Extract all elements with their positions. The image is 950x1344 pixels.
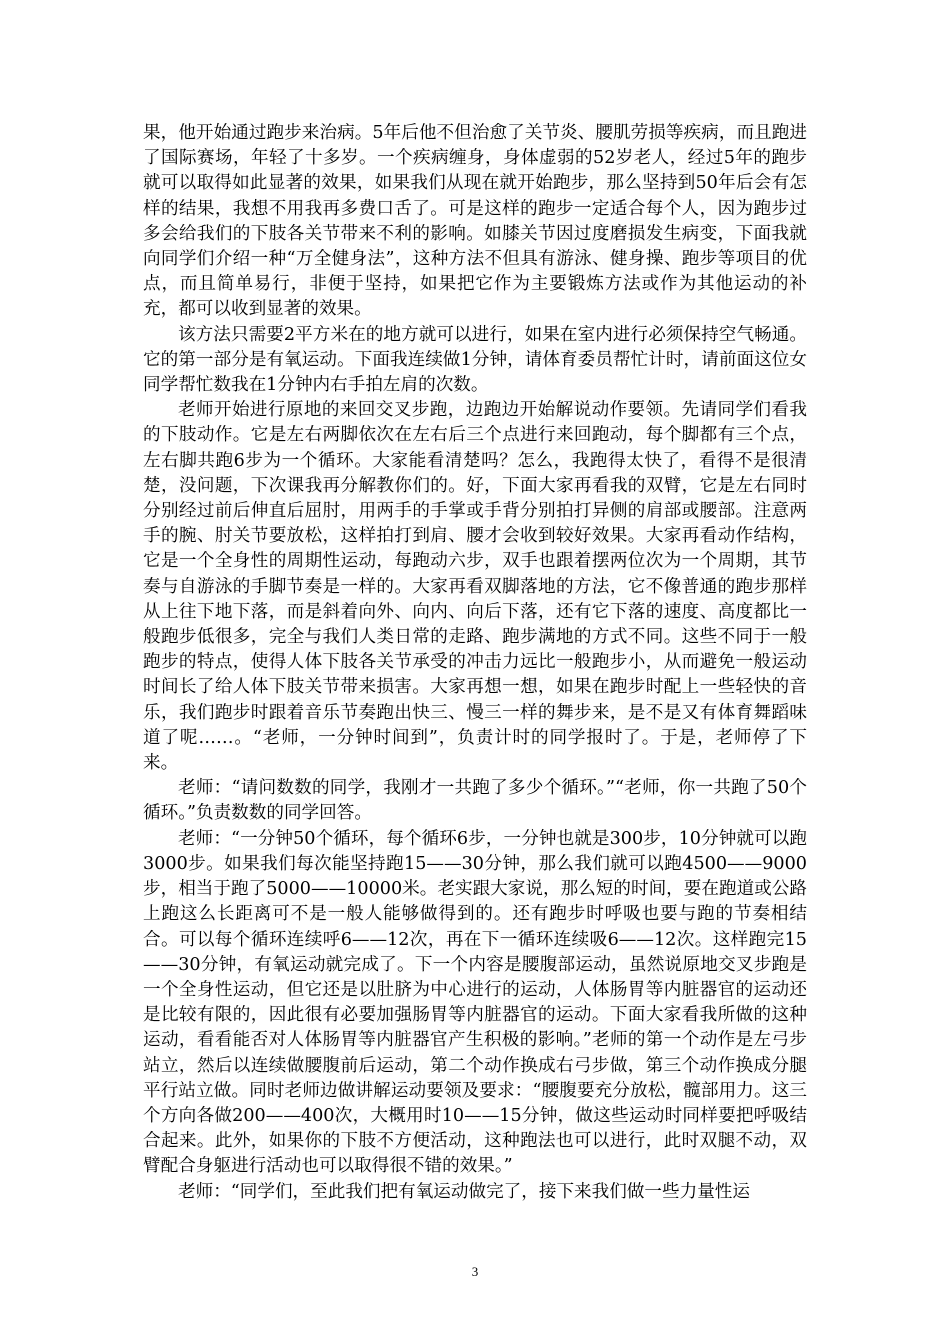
paragraph-3: 老师开始进行原地的来回交叉步跑，边跑边开始解说动作要领。先请同学们看我的下肢动作。它是左右两脚依次在左右后三个点进行来回跑动，每个脚都有三个点，左右脚共跑6步为一个循环。大家能看清楚吗？怎么，我跑得太快了，看得不是很清楚，没问题，下次课我再分解教你们的。好，下面大家再看我的双臂，它是左右同时分别经过前后伸直后屈肘，用两手的手掌或手背分别拍打异侧的肩部或腰部。注意两手的腕、肘关节要放松，这样拍打到肩、腰才会收到较好效果。大家再看动作结构，它是一个全身性的周期性运动，每跑动六步，双手也跟着摆两位次为一个周期，其节奏与自游泳的手脚节奏是一样的。大家再看双脚落地的方法，它不像普通的跑步那样从上往下地下落，而是斜着向外、向内、向后下落，还有它下落的速度、高度都比一般跑步低很多，完全与我们人类日常的走路、跑步满地的方式不同。这些不同于一般跑步的特点，使得人体下肢各关节承受的冲击力远比一般跑步小，从而避免一般运动时间长了给人体下肢关节带来损害。大家再想一想，如果在跑步时配上一些轻快的音乐，我们跑步时跟着音乐节奏跑出快三、慢三一样的舞步来，是不是又有体育舞蹈味道了呢……。“老师，一分钟时间到”，负责计时的同学报时了。于是，老师停了下来。: [143, 400, 807, 774]
paragraph-4: 老师：“请问数数的同学，我刚才一共跑了多少个循环。”“老师，你一共跑了50个循环。”负责数数的同学回答。: [143, 778, 807, 824]
page-number: 3: [471, 1264, 479, 1279]
paragraph-5: 老师：“一分钟50个循环，每个循环6步，一分钟也就是300步，10分钟就可以跑3000步。如果我们每次能坚持跑15——30分钟，那么我们就可以跑4500——9000步，相当于跑了5000——10000米。老实跟大家说，那么短的时间，要在跑道或公路上跑这么长距离可不是一般人能够做得到的。还有跑步时呼吸也要与跑的节奏相结合。可以每个循环连续呼6——12次，再在下一循环连续吸6——12次。这样跑完15——30分钟，有氧运动就完成了。下一个内容是腰腹部运动，虽然说原地交叉步跑是一个全身性运动，但它还是以肚脐为中心进行的运动，人体肠胃等内脏器官的运动还是比较有限的，因此很有必要加强肠胃等内脏器官的运动。下面大家看我所做的这种运动，看看能否对人体肠胃等内脏器官产生积极的影响。”老师的第一个动作是左弓步站立，然后以连续做腰腹前后运动，第二个动作换成右弓步做，第三个动作换成分腿平行站立做。同时老师边做讲解运动要领及要求：“腰腹要充分放松，髋部用力。这三个方向各做200——400次，大概用时10——15分钟，做这些运动时同样要把呼吸结合起来。此外，如果你的下肢不方便活动，这种跑法也可以进行，此时双腿不动，双臂配合身躯进行活动也可以取得很不错的效果。”: [143, 828, 807, 1177]
paragraph-6: 老师：“同学们，至此我们把有氧运动做完了，接下来我们做一些力量性运: [178, 1181, 750, 1202]
body-text: [143, 121, 807, 1205]
paragraph-2: 该方法只需要2平方米在的地方就可以进行，如果在室内进行必须保持空气畅通。它的第一部分是有氧运动。下面我连续做1分钟，请体育委员帮忙计时，请前面这位女同学帮忙数我在1分钟内右手拍左肩的次数。: [143, 324, 807, 396]
paragraph-1: 果，他开始通过跑步来治病。5年后他不但治愈了关节炎、腰肌劳损等疾病，而且跑进了国际赛场，年轻了十多岁。一个疾病缠身，身体虚弱的52岁老人，经过5年的跑步就可以取得如此显著的效果，如果我们从现在就开始跑步，那么坚持到50年后会有怎样的结果，我想不用我再多费口舌了。可是这样的跑步一定适合每个人，因为跑步过多会给我们的下肢各关节带来不利的影响。如膝关节因过度磨损发生病变，下面我就向同学们介绍一种“万全健身法”，这种方法不但具有游泳、健身操、跑步等项目的优点，而且简单易行，非便于坚持，如果把它作为主要锻炼方法或作为其他运动的补充，都可以收到显著的效果。: [143, 123, 807, 320]
